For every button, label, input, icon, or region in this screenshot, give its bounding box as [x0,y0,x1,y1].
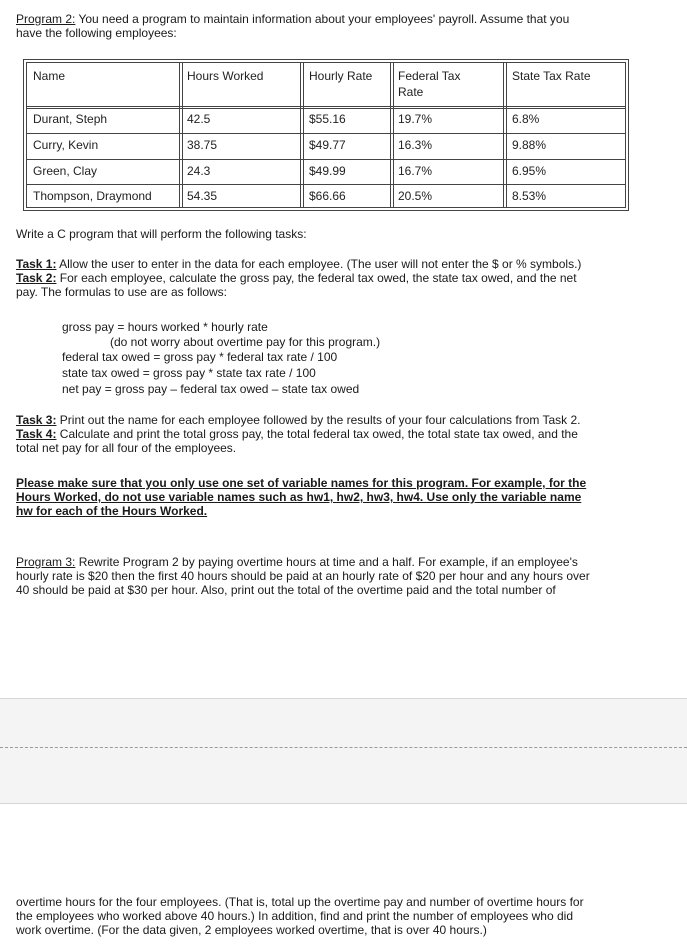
task4-label: Task 4: [16,427,57,441]
header-hourly-rate: Hourly Rate [309,69,373,83]
task3-label: Task 3: [16,413,57,427]
program2-intro-line2: have the following employees: [16,26,177,40]
cell-federal: 20.5% [398,189,433,203]
cell-federal: 16.3% [398,138,433,152]
program3-line1: Rewrite Program 2 by paying overtime hours at time and a half. For example, if an employee's [75,555,578,569]
cell-rate: $55.16 [309,112,346,126]
formula-federal-tax: federal tax owed = gross pay * federal tax rate / 100 [62,350,338,364]
cell-name: Curry, Kevin [33,138,99,152]
note-line3: hw for each of the Hours Worked. [16,504,208,518]
table-row-divider [26,133,626,134]
employee-table [23,59,629,211]
cell-hours: 38.75 [187,138,218,152]
program3-line3: 40 should be paid at $30 per hour. Also, print out the total of the overtime paid and the total number of [16,583,556,597]
cell-rate: $49.77 [309,138,346,152]
note-line2: Hours Worked, do not use variable names such as hw1, hw2, hw3, hw4. Use only the variable name [16,490,582,504]
cell-hours: 54.35 [187,189,218,203]
task2-label: Task 2: [16,271,57,285]
cell-hours: 42.5 [187,112,211,126]
cell-rate: $49.99 [309,164,346,178]
task3-text: Print out the name for each employee followed by the results of your four calculations from Task 2. [56,413,581,427]
task2-text1: For each employee, calculate the gross pay, the federal tax owed, the state tax owed, and the net [56,271,577,285]
cell-name: Green, Clay [33,164,98,178]
header-name: Name [33,69,66,83]
continuation-line2: the employees who worked above 40 hours.) In addition, find and print the number of employees who did [16,909,574,923]
program3 [16,555,626,597]
table-col-divider [503,62,507,208]
page-break-dashed-line [0,747,687,748]
cell-federal: 19.7% [398,112,433,126]
cell-state: 6.95% [512,164,547,178]
header-federal-tax-rate: Rate [398,85,424,99]
cell-federal: 16.7% [398,164,433,178]
program2-heading: Program 2: [16,12,76,26]
write-instruction: Write a C program that will perform the following tasks: [16,227,307,241]
variable-name-note [16,476,626,518]
task4-text1: Calculate and print the total gross pay, the total federal tax owed, the total state tax owed, and the [56,427,578,441]
formula-gross-pay: gross pay = hours worked * hourly rate [62,320,268,334]
cell-state: 8.53% [512,189,547,203]
program3-line2: hourly rate is $20 then the first 40 hours should be paid at an hourly rate of $20 per hour and any hours over [16,569,590,583]
program2-intro [16,12,626,40]
tasks-3-4 [16,413,626,455]
table-row-divider [26,108,626,109]
task1-text: Allow the user to enter in the data for each employee. (The user will not enter the $ or % symbols.) [56,257,582,271]
task1-label: Task 1: [16,257,57,271]
table-row-divider [26,106,626,107]
task2-text2: pay. The formulas to use are as follows: [16,285,227,299]
tasks-1-2 [16,257,626,299]
header-state-tax-rate: State Tax Rate [512,69,591,83]
cell-name: Durant, Steph [33,112,108,126]
task4-text2: total net pay for all four of the employees. [16,441,237,455]
formula-state-tax: state tax owed = gross pay * state tax rate / 100 [62,366,316,380]
header-federal-tax: Federal Tax [398,69,461,83]
formula-net-pay: net pay = gross pay – federal tax owed – state tax owed [62,382,360,396]
table-col-divider [300,62,304,208]
cell-state: 6.8% [512,112,540,126]
formula-note: (do not worry about overtime pay for this program.) [110,335,381,349]
table-col-divider [179,62,183,208]
employee-table-inner [26,62,626,208]
program3-heading: Program 3: [16,555,76,569]
cell-rate: $66.66 [309,189,346,203]
table-col-divider [390,62,394,208]
cell-hours: 24.3 [187,164,211,178]
cell-state: 9.88% [512,138,547,152]
continuation-line1: overtime hours for the four employees. (That is, total up the overtime pay and number of overtime hours for [16,895,584,909]
page-break-band [0,698,687,804]
program2-intro-line1: You need a program to maintain information about your employees' payroll. Assume that you [75,12,570,26]
table-row-divider [26,159,626,160]
continuation-line3: work overtime. (For the data given, 2 employees worked overtime, that is over 40 hours.) [16,923,487,937]
cell-name: Thompson, Draymond [33,189,152,203]
header-hours-worked: Hours Worked [187,69,264,83]
program3-continuation [16,895,626,937]
table-row-divider [26,184,626,185]
note-line1: Please make sure that you only use one set of variable names for this program. For example, for the [16,476,587,490]
